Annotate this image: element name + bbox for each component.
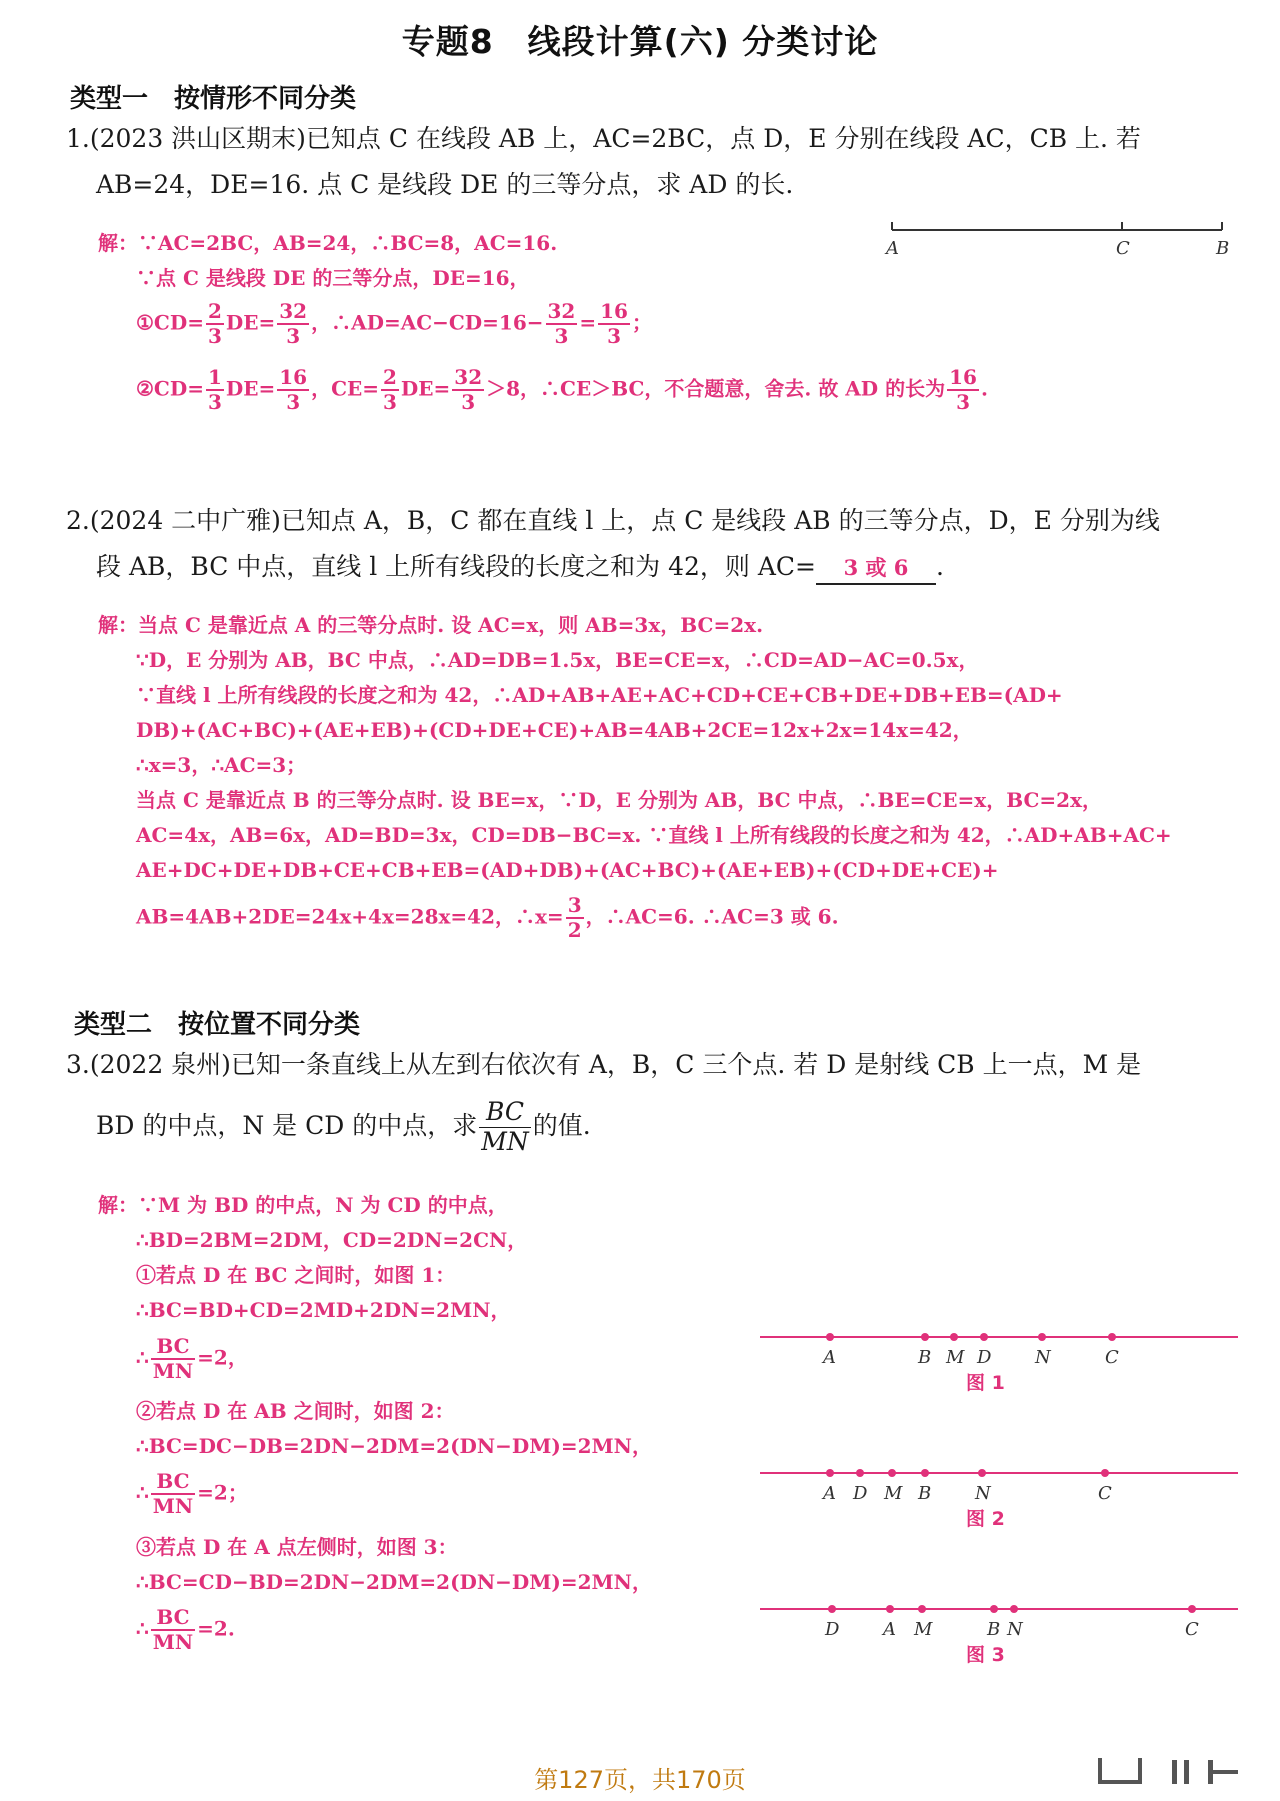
q2-solution-line-8: AE+DC+DE+DB+CE+CB+EB=(AD+DB)+(AC+BC)+(AE+EB)+(CD+DE+CE)+ — [136, 858, 999, 882]
q2-solution-line-1: 解：当点 C 是靠近点 A 的三等分点时. 设 AC=x，则 AB=3x，BC=2x. — [98, 613, 764, 637]
viewer-controls-icon[interactable] — [1080, 1752, 1260, 1792]
q2-solution-line-9: AB=4AB+2DE=24x+4x=28x=42，∴x= $\frac{3}{2}$ ，∴AC=6. ∴AC=3 或 6. — [136, 893, 839, 942]
fig1-label-d: D — [977, 1347, 992, 1368]
q3-solution-line-8: ∴BC=CD−BD=2DN−2DM=2(DN−DM)=2MN， — [136, 1570, 652, 1594]
fig1-label-a: A — [823, 1347, 836, 1368]
section-heading-1: 类型一 按情形不同分类 — [70, 84, 357, 114]
figure-2 — [760, 1461, 1240, 1541]
fig1-label-c: C — [1105, 1347, 1119, 1368]
q2-solution-line-2: ∵D，E 分别为 AB，BC 中点，∴AD=DB=1.5x，BE=CE=x，∴CD=AD−AC=0.5x， — [136, 648, 979, 672]
fig2-label-n: N — [975, 1483, 991, 1504]
figure-3 — [760, 1597, 1240, 1677]
figure-1 — [760, 1325, 1240, 1405]
fig1-caption: 图 1 — [966, 1372, 1005, 1394]
q2-solution-line-3: ∵直线 l 上所有线段的长度之和为 42，∴AD+AB+AE+AC+CD+CE+CB+DE+DB+EB=(AD+ — [136, 683, 1063, 707]
fig3-label-m: M — [914, 1619, 933, 1640]
figure-label-a: A — [886, 238, 899, 259]
q2-solution-line-6: 当点 C 是靠近点 B 的三等分点时. 设 BE=x，∵D，E 分别为 AB，BC 中点，∴BE=CE=x，BC=2x， — [136, 788, 1103, 812]
question-1-line-2: AB=24，DE=16. 点 C 是线段 DE 的三等分点，求 AD 的长. — [96, 170, 794, 199]
q1-solution-line-2: ∵点 C 是线段 DE 的三等分点，DE=16， — [136, 266, 530, 290]
q2-solution-line-4: DB)+(AC+BC)+(AE+EB)+(CD+DE+CE)+AB=4AB+2CE=12x+2x=14x=42， — [136, 718, 973, 742]
section-heading-2: 类型二 按位置不同分类 — [74, 1010, 361, 1040]
q3-solution-line-2: ∴BD=2BM=2DM，CD=2DN=2CN， — [136, 1228, 528, 1252]
fig1-label-m: M — [946, 1347, 965, 1368]
fig2-label-a: A — [823, 1483, 836, 1504]
fig1-label-b: B — [918, 1347, 932, 1368]
fig3-label-n: N — [1007, 1619, 1023, 1640]
question-2-line-1: 2.(2024 二中广雅)已知点 A，B，C 都在直线 l 上，点 C 是线段 AB 的三等分点，D，E 分别为线 — [66, 506, 1160, 535]
fig2-caption: 图 2 — [966, 1508, 1005, 1530]
fig2-label-d: D — [853, 1483, 868, 1504]
answer-blank: 3 或 6 — [816, 553, 936, 585]
q1-solution-line-4: ②CD= $\frac{1}{3}$ DE= $\frac{16}{3}$ ，CE= $\frac{2}{3}$ DE= $\frac{32}{3}$ ＞8，∴CE＞BC，不合题意，舍去. 故 AD 的长为 $\frac{16}{3}$ . — [136, 365, 988, 414]
q1-solution-line-1: 解：∵AC=2BC，AB=24，∴BC=8，AC=16. — [98, 231, 558, 255]
fig3-label-d: D — [825, 1619, 840, 1640]
fig2-label-b: B — [918, 1483, 932, 1504]
q2-solution-line-5: ∴x=3，∴AC=3； — [136, 753, 307, 777]
question-3-line-2: BD 的中点，N 是 CD 的中点，求 $\frac{BC}{MN}$ 的值. — [96, 1097, 591, 1156]
fig1-label-n: N — [1035, 1347, 1051, 1368]
fig3-label-c: C — [1185, 1619, 1199, 1640]
fig3-label-a: A — [883, 1619, 896, 1640]
page-indicator: 第127页，共170页 — [534, 1766, 746, 1794]
q3-solution-line-7: ③若点 D 在 A 点左侧时，如图 3： — [136, 1535, 458, 1559]
fig2-label-c: C — [1098, 1483, 1112, 1504]
question-1-figure — [880, 220, 1240, 270]
fig3-caption: 图 3 — [966, 1644, 1005, 1666]
question-3-line-1: 3.(2022 泉州)已知一条直线上从左到右依次有 A，B，C 三个点. 若 D 是射线 CB 上一点，M 是 — [66, 1050, 1142, 1079]
q3-ratio-1: ∴ $\frac{BC}{MN}$ =2， — [136, 1334, 248, 1383]
q3-solution-line-6: ∴BC=DC−DB=2DN−2DM=2(DN−DM)=2MN， — [136, 1434, 652, 1458]
q1-solution-line-3: ①CD= $\frac{2}{3}$ DE= $\frac{32}{3}$ ，∴AD=AC−CD=16− $\frac{32}{3}$ = $\frac{16}{3}$ ； — [136, 299, 652, 348]
page-title: 专题8 线段计算(六) 分类讨论 — [401, 22, 879, 61]
q3-solution-line-3: ①若点 D 在 BC 之间时，如图 1： — [136, 1263, 456, 1287]
q3-solution-line-1: 解：∵M 为 BD 的中点，N 为 CD 的中点， — [98, 1193, 508, 1217]
q3-ratio-2: ∴ $\frac{BC}{MN}$ =2； — [136, 1469, 248, 1518]
figure-label-b: B — [1216, 238, 1230, 259]
fig3-label-b: B — [987, 1619, 1001, 1640]
q3-solution-line-5: ②若点 D 在 AB 之间时，如图 2： — [136, 1399, 455, 1423]
figure-label-c: C — [1116, 238, 1130, 259]
question-1-line-1: 1.(2023 洪山区期末)已知点 C 在线段 AB 上，AC=2BC，点 D，E 分别在线段 AC，CB 上. 若 — [66, 124, 1141, 153]
fig2-label-m: M — [884, 1483, 903, 1504]
q3-ratio-3: ∴ $\frac{BC}{MN}$ =2. — [136, 1605, 235, 1654]
question-2-line-2: 段 AB，BC 中点，直线 l 上所有线段的长度之和为 42，则 AC= 3 或 6 . — [96, 544, 944, 590]
q2-solution-line-7: AC=4x，AB=6x，AD=BD=3x，CD=DB−BC=x. ∵直线 l 上所有线段的长度之和为 42，∴AD+AB+AC+ — [136, 823, 1172, 847]
q3-solution-line-4: ∴BC=BD+CD=2MD+2DN=2MN， — [136, 1298, 511, 1322]
